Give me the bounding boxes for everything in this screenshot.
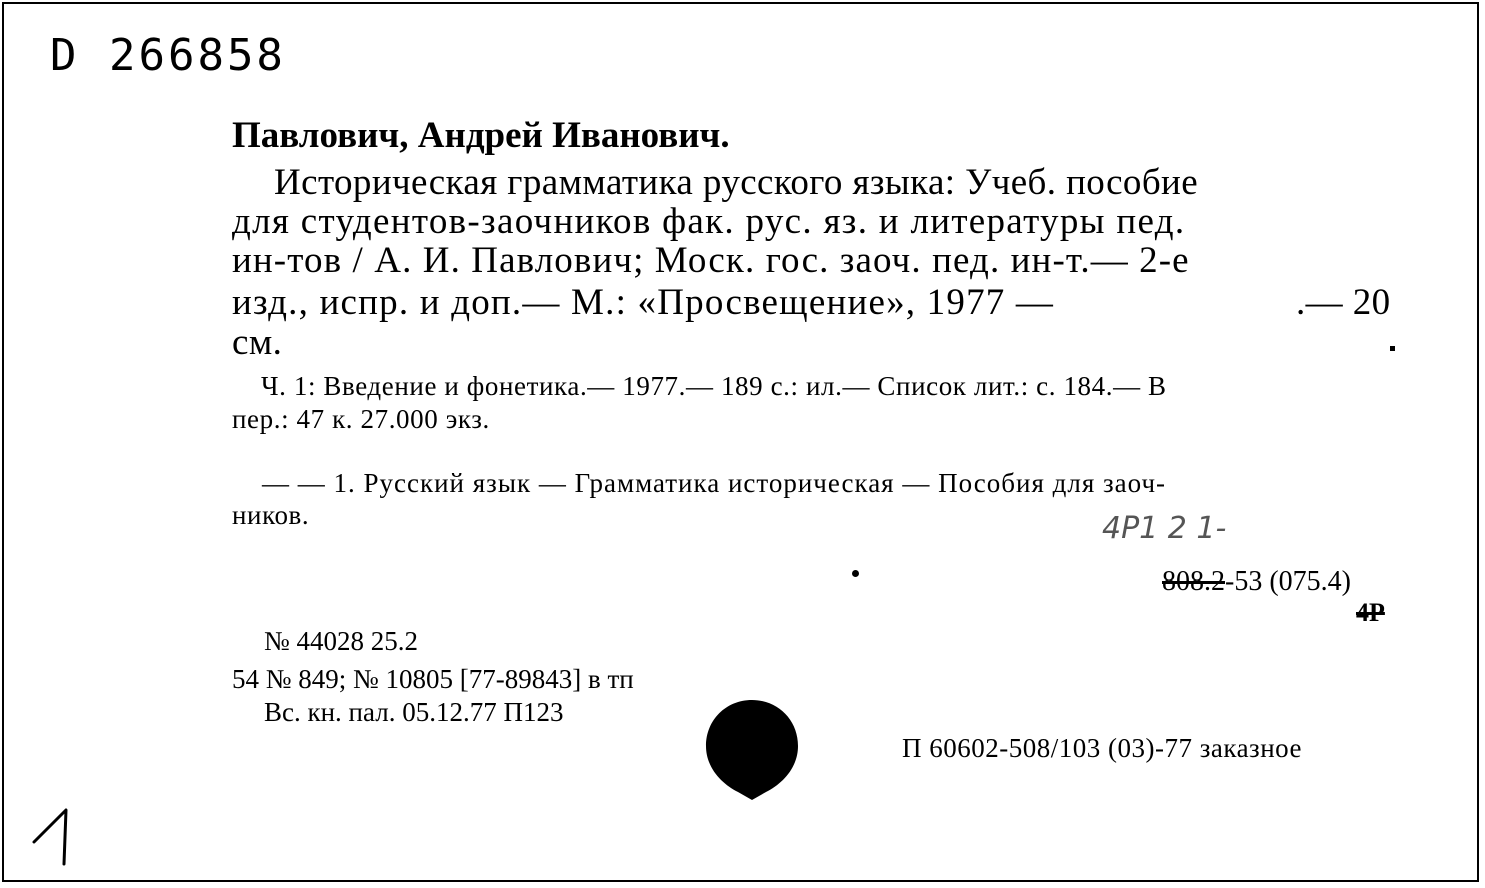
title-line-4-size: .— 20 [1296, 282, 1391, 323]
subject-line-2: ников. [232, 500, 310, 530]
part-line-2: пер.: 47 к. 27.000 экз. [232, 404, 490, 434]
title-line-1: Историческая грамматика русского языка: Учеб. пособие [274, 162, 1199, 203]
bottom-line-2: 54 № 849; № 10805 [77-89843] в тп [232, 664, 634, 694]
ink-dot [852, 570, 859, 577]
catalog-card [2, 2, 1479, 882]
udc-index [1162, 568, 1351, 596]
bottom-line-1: № 44028 25.2 [264, 626, 419, 656]
publisher-code: П 60602-508/103 (03)-77 заказное [902, 733, 1302, 763]
part-line-1: Ч. 1: Введение и фонетика.— 1977.— 189 с.: ил.— Список лит.: с. 184.— В [261, 371, 1167, 401]
subject-line-1: — — 1. Русский язык — Грамматика историческая — Пособия для заоч- [262, 468, 1167, 498]
bottom-line-3: Вс. кн. пал. 05.12.77 П123 [264, 697, 564, 727]
catalog-number: D 266858 [50, 30, 286, 81]
title-line-5: см. [232, 322, 283, 363]
udc-struck: 808.2 [1162, 566, 1225, 597]
ink-speck [1390, 346, 1395, 351]
handwritten-classification: 4Р1 2 1- [1102, 511, 1227, 546]
handwritten-volume-mark [30, 806, 76, 868]
cutter-mark: 4Р [1356, 598, 1385, 627]
title-line-2: для студентов-заочников фак. рус. яз. и литературы пед. [232, 201, 1186, 242]
punch-hole-icon [704, 698, 800, 802]
title-line-4: изд., испр. и доп.— М.: «Просвещение», 1977 — [232, 282, 1055, 323]
author-heading: Павлович, Андрей Иванович. [232, 115, 730, 156]
title-line-3: ин-тов / А. И. Павлович; Моск. гос. заоч. пед. ин-т.— 2-е [232, 240, 1190, 281]
udc-rest: -53 (075.4) [1225, 566, 1351, 597]
